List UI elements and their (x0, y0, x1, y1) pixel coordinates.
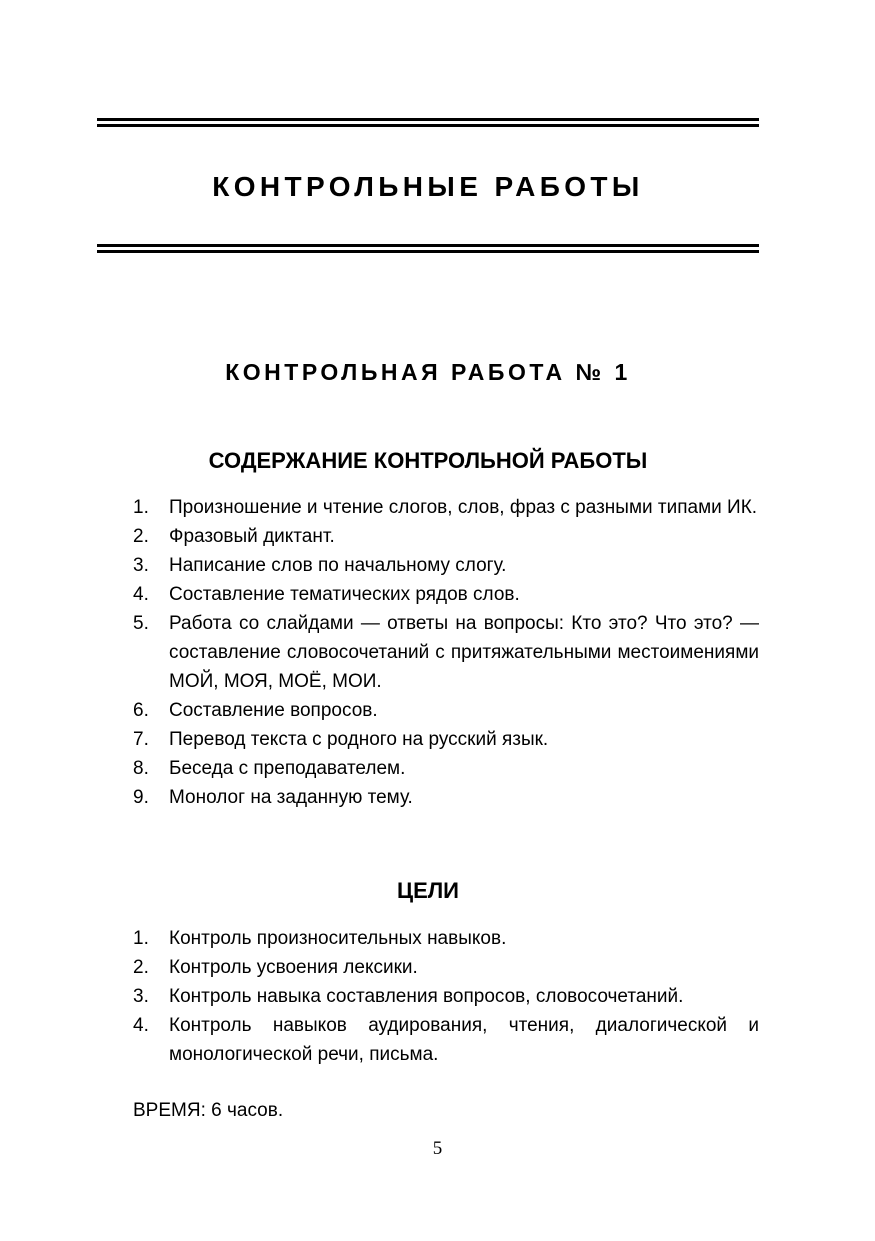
item-number: 2. (133, 957, 149, 978)
item-text: Контроль произносительных навыков. (169, 928, 507, 949)
item-text: Составление тематических рядов слов. (169, 584, 520, 605)
item-number: 7. (133, 729, 149, 750)
list-item (133, 696, 759, 725)
list-item (133, 953, 759, 982)
item-text: Монолог на заданную тему. (169, 787, 413, 808)
time-value: 6 часов. (211, 1100, 284, 1121)
item-text: Контроль навыка составления вопросов, словосочетаний. (169, 986, 684, 1007)
item-number: 4. (133, 584, 149, 605)
item-number: 3. (133, 986, 149, 1007)
content-list (133, 493, 759, 812)
item-number: 1. (133, 928, 149, 949)
item-text: Контроль навыков аудирования, чтения, диалогической и монологической речи, письма. (169, 1015, 759, 1065)
goals-heading: ЦЕЛИ (397, 878, 459, 903)
top-rule-2 (97, 124, 759, 127)
list-item (133, 754, 759, 783)
item-number: 3. (133, 555, 149, 576)
item-number: 2. (133, 526, 149, 547)
list-item (133, 1011, 759, 1069)
list-item (133, 783, 759, 812)
top-rule-1 (97, 118, 759, 121)
item-text: Работа со слайдами — ответы на вопросы: Кто это? Что это? — составление словосочетаний с притяжательными местоимениями МОЙ, МОЯ, МОЁ, МОИ. (169, 613, 759, 692)
list-item (133, 551, 759, 580)
bottom-rule-1 (97, 244, 759, 247)
item-number: 4. (133, 1015, 149, 1036)
content-heading: СОДЕРЖАНИЕ КОНТРОЛЬНОЙ РАБОТЫ (208, 448, 648, 473)
item-number: 8. (133, 758, 149, 779)
main-title: КОНТРОЛЬНЫЕ РАБОТЫ (212, 171, 644, 202)
item-text: Написание слов по начальному слогу. (169, 555, 507, 576)
list-item (133, 982, 759, 1011)
item-text: Фразовый диктант. (169, 526, 335, 547)
time-label: ВРЕМЯ: (133, 1100, 206, 1121)
goals-list (133, 924, 759, 1069)
item-number: 5. (133, 613, 149, 634)
list-item (133, 725, 759, 754)
item-text: Беседа с преподавателем. (169, 758, 406, 779)
item-text: Перевод текста с родного на русский язык. (169, 729, 549, 750)
subtitle: КОНТРОЛЬНАЯ РАБОТА № 1 (225, 359, 631, 385)
list-item (133, 924, 759, 953)
bottom-rule-2 (97, 250, 759, 253)
item-number: 9. (133, 787, 149, 808)
item-text: Произношение и чтение слогов, слов, фраз с разными типами ИК. (169, 497, 758, 518)
time-line (133, 1096, 283, 1125)
list-item (133, 580, 759, 609)
item-number: 6. (133, 700, 149, 721)
item-text: Контроль усвоения лексики. (169, 957, 418, 978)
item-text: Составление вопросов. (169, 700, 378, 721)
page-number: 5 (432, 1138, 443, 1159)
list-item (133, 493, 759, 522)
item-number: 1. (133, 497, 149, 518)
list-item (133, 522, 759, 551)
list-item (133, 609, 759, 696)
